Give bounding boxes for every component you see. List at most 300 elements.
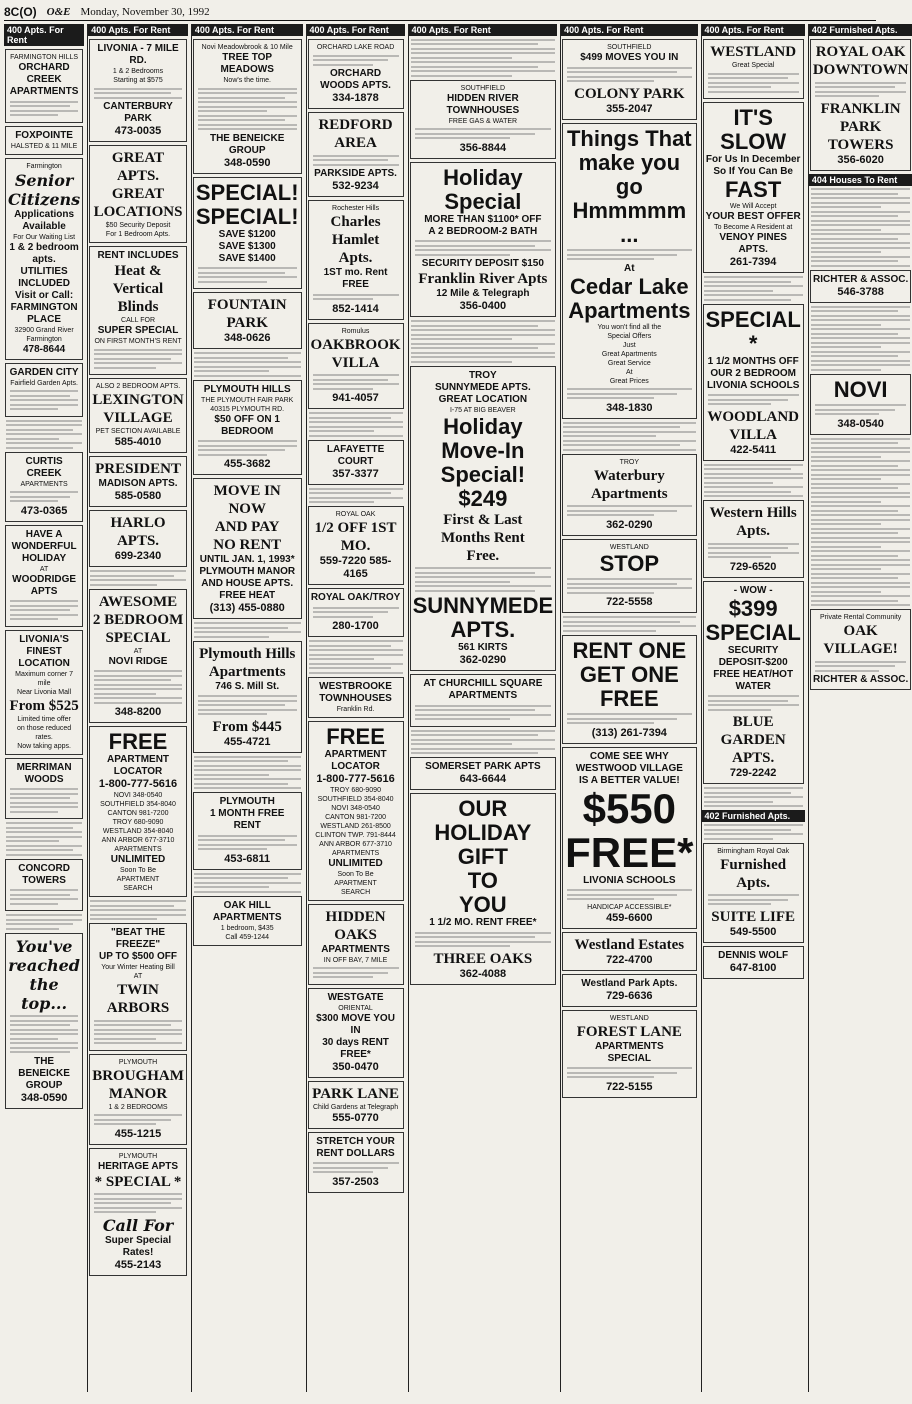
ad-line: AT — [133, 973, 143, 980]
ad-line: PARK LANE — [312, 1085, 399, 1102]
ad-line: $50 OFF ON 1 BEDROOM — [214, 413, 280, 437]
ad-line: 1 & 2 Bedrooms — [112, 68, 164, 75]
ad-westbrooke — [308, 677, 404, 718]
ad-line: SAVE $1200 — [218, 228, 276, 240]
ad-line: APARTMENTS — [321, 943, 390, 955]
ad-line: RENT ONE — [572, 637, 687, 663]
ad-phone: 1-800-777-5616 — [98, 778, 178, 790]
ad-phone: 585-4010 — [114, 436, 162, 448]
ad-line: HARLO APTS. — [110, 515, 166, 549]
ad-line: SEARCH — [340, 888, 371, 896]
ad-line: FREE — [326, 723, 385, 749]
ad-line: Waterbury — [593, 467, 665, 484]
ad-royal-oak-downtown — [810, 39, 912, 171]
ad-farmington-place — [5, 158, 83, 360]
classified-columns — [4, 24, 909, 1392]
ad-phone: 455-1215 — [114, 1127, 162, 1140]
ad-phone: 585-0580 — [114, 490, 162, 502]
ad-line: OAKBROOK VILLA — [310, 336, 401, 371]
ad-line: A 2 BEDROOM-2 BATH — [428, 225, 538, 237]
ad-line: HANDICAP ACCESSIBLE* — [587, 903, 672, 911]
ad-sunnymede-special — [410, 366, 557, 672]
ad-line: FREE HEAT — [219, 590, 276, 601]
ad-line: 1 1/2 MONTHS OFF — [707, 355, 799, 367]
ad-line: SOMERSET PARK APTS — [425, 761, 541, 772]
ad-phone: 455-2143 — [114, 1258, 162, 1271]
ad-line: Apartments — [568, 297, 691, 323]
ad-line: OUR — [458, 796, 508, 821]
ad-line: FOXPOINTE — [15, 129, 73, 141]
ad-phone: 362-4088 — [459, 967, 507, 980]
ad-line: APARTMENT — [116, 876, 160, 883]
ad-line: From $445 — [212, 718, 282, 735]
ad-plymouth-special — [193, 792, 302, 870]
ad-phone: 455-4721 — [223, 735, 271, 748]
ad-park-lane — [308, 1081, 404, 1129]
ad-line: HIDDEN RIVER — [447, 92, 519, 104]
ad-line: Maximum corner 7 mile — [15, 670, 74, 687]
ad-line: FOREST LANE — [576, 1023, 682, 1040]
ad-line: REDFORD AREA — [318, 117, 393, 151]
ad-things — [562, 123, 696, 419]
ad-line: Months Rent — [440, 529, 525, 546]
ad-line: Western Hills Apts. — [709, 505, 797, 539]
ad-westland — [703, 39, 804, 99]
ad-line: HALSTED & 11 MILE — [10, 142, 78, 150]
ad-westwood-village — [562, 747, 696, 929]
ad-line: Furnished Apts. — [720, 856, 787, 891]
ad-line: WONDERFUL HOLIDAY — [11, 540, 77, 564]
ad-phone: 348-0626 — [223, 332, 271, 344]
ad-phone: (313) 455-0880 — [209, 602, 285, 614]
ad-line: FREE — [599, 685, 659, 711]
ad-stretch — [308, 1132, 404, 1193]
ad-line: APTS. — [450, 617, 516, 642]
column-7 — [701, 24, 805, 1392]
masthead — [4, 4, 876, 21]
ad-line: Apts. — [338, 250, 373, 266]
ad-line: APARTMENTS — [114, 846, 162, 853]
ad-line: STOP — [599, 550, 660, 576]
ad-line: Rochester Hills — [332, 205, 380, 212]
ad-fountain-park — [193, 292, 302, 349]
ad-line: 1ST mo. Rent FREE — [323, 267, 388, 290]
ad-line: IN OFF BAY, 7 MILE — [323, 956, 388, 964]
ad-line: FRANKLIN — [820, 100, 901, 117]
ad-line: PLYMOUTH — [219, 796, 275, 807]
ad-line: AND PAY — [214, 519, 280, 535]
ad-line: FREE* — [565, 828, 694, 876]
ad-awesome — [89, 589, 187, 724]
ad-phone: 453-6811 — [224, 852, 271, 865]
ad-oak-village — [810, 609, 912, 690]
ad-phone: 722-4700 — [606, 953, 653, 966]
ad-line: MANOR — [108, 1085, 168, 1102]
ad-line: ROYAL OAK/TROY — [310, 592, 401, 603]
ad-line: LOCATION — [18, 657, 70, 669]
column-6 — [560, 24, 697, 1392]
ad-line: CANTON 981-7200 — [107, 810, 169, 817]
column-2 — [87, 24, 188, 1392]
ad-line: WESTBROOKE — [319, 680, 392, 692]
ad-line: $300 MOVE YOU IN — [316, 1012, 395, 1036]
ad-phone: 473-0365 — [20, 504, 68, 517]
ad-lafayette — [308, 440, 404, 485]
ad-line: TROY 680-9090 — [330, 786, 381, 794]
ad-phone: 722-5155 — [606, 1080, 653, 1093]
ad-oak-hill — [193, 896, 302, 946]
ad-phone: 473-0035 — [114, 125, 162, 137]
ad-phone: 356-8844 — [459, 141, 507, 154]
ad-phone: 455-3682 — [223, 458, 271, 470]
ad-phone: 350-0470 — [332, 1060, 379, 1073]
ad-line: PLYMOUTH MANOR — [199, 566, 296, 577]
ad-line: ORCHARD CREEK — [18, 62, 70, 85]
ad-forest-lane — [562, 1010, 696, 1098]
ad-phone: (313) 261-7394 — [591, 726, 667, 739]
ad-line: Special Offers — [607, 332, 652, 340]
ad-charles-hamlet — [308, 200, 404, 320]
ad-line: Now's the time. — [223, 77, 272, 84]
ad-line: VENOY PINES APTS. — [719, 232, 787, 255]
ad-line: SUNNYMEDE — [412, 593, 554, 618]
ad-phone: 348-0590 — [223, 156, 271, 169]
ad-line: LOCATOR — [331, 760, 380, 772]
ad-line: YOUR BEST OFFER — [705, 211, 801, 222]
ad-churchill — [410, 674, 557, 727]
ad-phone: 722-5558 — [606, 596, 653, 608]
ad-brougham — [89, 1054, 187, 1145]
ad-line: IS A BETTER VALUE! — [578, 774, 680, 786]
ad-line: 561 KIRTS — [458, 642, 508, 653]
ad-line: We Will Accept — [729, 203, 777, 210]
ad-plymouth-hills-2 — [193, 641, 302, 753]
ad-line: Visit or Call: — [15, 289, 74, 301]
ad-line: APARTMENTS — [594, 1040, 664, 1052]
ad-line: MORE THAN $1100* OFF — [424, 213, 542, 225]
ad-line: So If You Can Be — [713, 166, 793, 177]
ad-line: WESTLAND — [609, 1014, 649, 1022]
ad-phone: 348-0590 — [20, 1091, 68, 1104]
ad-colony-park — [562, 39, 696, 120]
ad-westland-estates — [562, 932, 696, 971]
ad-curtis-creek — [5, 452, 83, 522]
ad-wow — [703, 581, 804, 785]
ad-line: AND HOUSE APTS. — [201, 578, 294, 589]
ad-line: MERRIMAN WOODS — [16, 761, 72, 785]
ad-move-in — [193, 478, 302, 619]
ad-rent-one — [562, 635, 696, 744]
ad-line: AWESOME — [98, 593, 178, 610]
ad-line: Just — [622, 341, 636, 349]
ad-line: WESTLAND 354-8040 — [102, 828, 174, 835]
ad-line: PLYMOUTH HILLS — [203, 383, 291, 395]
ad-line: 1 1/2 MO. RENT FREE* — [429, 917, 537, 928]
ad-garden-city — [5, 363, 83, 417]
category-header: 402 Furnished Apts. — [809, 24, 912, 36]
ad-oakbrook — [308, 323, 404, 410]
ad-phone: 647-8100 — [729, 961, 777, 974]
ad-line: TROY 680-9090 — [112, 819, 164, 826]
ad-line: APARTMENT — [107, 754, 170, 765]
ad-phone: 549-5500 — [729, 925, 777, 938]
ad-line: Franklin Rd. — [336, 705, 375, 713]
category-header: 400 Apts. For Rent — [4, 24, 84, 46]
ad-line: - WOW - — [733, 584, 773, 596]
ad-line: SUITE LIFE — [711, 908, 796, 925]
ad-phone: 348-8200 — [114, 706, 162, 718]
ad-line: NOVI 348-0540 — [331, 804, 380, 812]
ad-line: Apartments — [590, 485, 668, 502]
category-header: 402 Furnished Apts. — [702, 810, 805, 822]
ad-line: Super Special Rates! — [104, 1234, 172, 1258]
ad-line: MOVE IN NOW — [213, 483, 281, 517]
ad-line: WESTLAND — [710, 44, 797, 60]
ad-line: Now taking apps. — [17, 742, 71, 750]
ad-its-slow — [703, 102, 804, 273]
ad-phone: 729-6520 — [729, 560, 777, 573]
ad-line: I-75 AT BIG BEAVER — [449, 406, 516, 414]
ad-phone: 941-4057 — [332, 392, 379, 404]
ad-line: Child Gardens at Telegraph — [313, 1103, 399, 1111]
ad-woodland-villa — [703, 304, 804, 461]
ad-line: Holiday — [443, 413, 523, 439]
ad-line: Westland Park Apts. — [581, 977, 678, 989]
ad-line: Apartments — [208, 663, 286, 680]
ad-line: FARMINGTON HILLS — [10, 54, 79, 61]
ad-phone: 356-6020 — [837, 153, 884, 166]
ad-line: LIVONIA - 7 MILE RD. — [97, 43, 179, 66]
ad-line: FOUNTAIN PARK — [207, 297, 287, 331]
ad-phone: 422-5411 — [730, 443, 777, 456]
ad-line: Soon To Be — [337, 870, 374, 878]
ad-line: THE BENEICKE GROUP — [18, 1055, 70, 1091]
ad-line: LAFAYETTE COURT — [326, 443, 385, 467]
ad-top — [5, 933, 83, 1109]
ad-heritage — [89, 1148, 187, 1276]
ad-line: COLONY PARK — [574, 85, 685, 102]
ad-line: WOODRIDGE APTS — [12, 573, 77, 597]
ad-phone: 356-0400 — [459, 300, 507, 312]
ad-livonia-finest — [5, 630, 83, 755]
ad-line: GIFT — [457, 844, 508, 869]
ad-line: 12 Mile & Telegraph — [436, 288, 530, 299]
ad-line: Charles Hamlet — [330, 214, 381, 248]
ad-line: WOODLAND VILLA — [707, 408, 799, 443]
ad-line: AT — [39, 565, 49, 573]
ad-line: APARTMENT — [324, 748, 387, 760]
ad-line: $550 — [582, 784, 677, 832]
ad-line: At — [626, 368, 633, 376]
ad-line: FREE GAS & WATER — [448, 117, 518, 125]
ad-phone: 729-2242 — [729, 767, 777, 779]
ad-line: CALL FOR — [121, 317, 156, 324]
ad-plymouth-hills — [193, 380, 302, 476]
ad-line: SPECIAL! — [195, 203, 299, 229]
ad-orchard-creek — [5, 49, 83, 123]
ad-line: TOWERS — [827, 136, 894, 153]
ad-line: OUR 2 BEDROOM — [710, 367, 796, 379]
ad-line: COME SEE WHY — [589, 750, 669, 762]
ad-line: CANTON 981-7200 — [325, 813, 387, 821]
ad-richter — [810, 270, 912, 303]
ad-line: RENT DOLLARS — [316, 1147, 395, 1159]
ad-phone: 348-1830 — [606, 401, 653, 414]
ad-line: FINEST — [26, 645, 62, 657]
ad-line: Farmington — [26, 335, 62, 343]
ad-western-hills — [703, 500, 804, 578]
ad-line: UP TO $500 OFF — [99, 951, 178, 962]
ad-line: the top... — [21, 974, 68, 1013]
ad-line: For Our Waiting List — [13, 233, 76, 241]
ad-line: HAVE A — [25, 528, 63, 540]
ad-harlo — [89, 510, 187, 567]
ad-line: WESTLAND — [609, 543, 649, 551]
ad-line: Near Livonia Mall — [17, 688, 72, 696]
ad-line: First & Last — [443, 511, 523, 528]
ad-line: Fairfield Garden Apts. — [10, 379, 78, 387]
ad-line: SPECIAL! — [195, 179, 299, 205]
ad-line: GREAT LOCATION — [438, 393, 528, 405]
ad-line: TOWNHOUSES — [446, 104, 520, 116]
ad-phone: 280-1700 — [332, 620, 379, 632]
ad-line: ANN ARBOR 677-3710 — [319, 840, 392, 848]
ad-canterbury — [89, 39, 187, 142]
ad-line: 746 S. Mill St. — [215, 680, 280, 692]
ad-line: 30 days RENT FREE* — [322, 1036, 389, 1060]
ad-line: ROYAL OAK — [815, 44, 906, 60]
ad-line: on those reduced rates. — [17, 724, 72, 741]
ad-line: ALSO 2 BEDROOM APTS. — [95, 383, 181, 390]
ad-line: ON FIRST MONTH'S RENT — [94, 338, 182, 345]
ad-line: FREE — [108, 729, 168, 754]
ad-line: Starting at $575 — [113, 77, 163, 84]
ad-line: APARTMENTS — [448, 690, 518, 701]
ad-line: STRETCH YOUR — [316, 1135, 395, 1147]
ad-phone: 729-6636 — [606, 989, 653, 1002]
ad-line: GREAT APTS. — [111, 150, 165, 184]
ad-phone: 459-6600 — [606, 911, 653, 924]
ad-line: SECURITY DEPOSIT $150 — [421, 258, 544, 269]
ad-line: "BEAT THE FREEZE" — [111, 927, 166, 950]
ad-line: TROY — [468, 369, 497, 381]
newspaper-page — [4, 4, 909, 1396]
ad-line: 1/2 OFF 1ST MO. — [314, 520, 397, 554]
ad-redford — [308, 112, 404, 197]
ad-line: Heat & — [114, 263, 162, 279]
ad-line: APARTMENTS — [9, 86, 79, 97]
ad-westgate — [308, 988, 404, 1078]
ad-line: VILLAGE — [103, 410, 173, 426]
ad-line: Private Rental Community — [819, 614, 902, 621]
ad-hidden-oaks — [308, 904, 404, 985]
ad-novi — [810, 374, 912, 435]
ad-line: Hmmmmm ... — [572, 197, 687, 247]
ad-line: HERITAGE APTS — [98, 1160, 179, 1172]
ad-line: GARDEN CITY — [9, 366, 79, 378]
ad-line: NOVI — [833, 376, 888, 402]
ad-line: APARTMENTS — [331, 849, 380, 857]
ad-line: Holiday — [443, 164, 523, 190]
ad-phone: 261-7394 — [729, 256, 777, 268]
ad-line: BLUE GARDEN APTS. — [720, 714, 786, 766]
ad-line: DOWNTOWN — [812, 62, 909, 78]
ad-line: GET ONE — [579, 661, 679, 687]
ad-line: To Become A Resident at — [714, 224, 793, 231]
ad-line: 40315 PLYMOUTH RD. — [210, 405, 285, 413]
ad-line: WESTGATE — [327, 991, 384, 1003]
ad-line: BROUGHAM — [92, 1067, 184, 1084]
ad-line: * SPECIAL * — [94, 1173, 182, 1190]
ad-line: UNLIMITED — [110, 854, 166, 865]
ad-phone: 559-7220 585-4165 — [319, 555, 392, 580]
ad-line: LIVONIA SCHOOLS — [706, 379, 800, 391]
ad-line: Farmington — [26, 162, 62, 170]
ad-line: Applications — [14, 208, 75, 220]
issue-date: Monday, November 30, 1992 — [80, 6, 210, 18]
ad-line: MADISON APTS. — [98, 478, 178, 489]
ad-phone: 852-1414 — [332, 302, 379, 315]
ad-line: NO RENT — [213, 537, 282, 553]
ad-line: AT — [133, 647, 143, 655]
ad-line: HOLIDAY — [434, 820, 532, 845]
column-1 — [4, 24, 84, 1392]
ad-phone: 355-2047 — [606, 102, 653, 115]
ad-line: SEARCH — [123, 885, 153, 892]
ad-phone: 643-6644 — [459, 773, 507, 785]
ad-president — [89, 456, 187, 507]
ad-phone: 362-0290 — [459, 654, 507, 666]
ad-line: Plymouth Hills — [199, 645, 296, 662]
ad-line: PET SECTION AVAILABLE — [95, 428, 181, 435]
ad-line: SOUTHFIELD 354-8040 — [317, 795, 394, 803]
ad-line: PLACE — [27, 313, 62, 325]
ad-line: LOCATOR — [113, 766, 163, 777]
category-header: 400 Apts. For Rent — [88, 24, 188, 36]
ad-line: make you go — [578, 149, 681, 199]
ad-line: Great Special — [731, 62, 775, 69]
ad-line: APARTMENT — [334, 879, 377, 887]
ad-woodridge — [5, 525, 83, 627]
ad-line: Limited time offer — [17, 715, 71, 723]
ad-line: 32900 Grand River — [14, 326, 74, 334]
ad-line: WESTLAND 261-8500 — [320, 822, 391, 830]
paper-name: O&E — [46, 6, 71, 18]
ad-line: Your Winter Heating Bill — [101, 964, 175, 971]
ad-line: 1 MONTH FREE RENT — [209, 808, 285, 831]
ad-line: PARKSIDE APTS. — [314, 168, 397, 179]
ad-line: PRESIDENT — [95, 461, 181, 477]
ad-line: LIVONIA SCHOOLS — [583, 874, 676, 886]
ad-line: FAST — [725, 177, 782, 202]
column-5 — [408, 24, 558, 1392]
category-header: 400 Apts. For Rent — [307, 24, 405, 36]
ad-line: ROYAL OAK — [335, 511, 376, 518]
ad-line: TWIN ARBORS — [106, 982, 170, 1016]
ad-dennis-wolf — [703, 946, 804, 979]
ad-line: You won't find all the — [597, 323, 662, 331]
ad-rent-includes — [89, 246, 187, 375]
ad-line: CANTERBURY PARK — [103, 101, 173, 124]
ad-line: Senior Citizens — [8, 170, 81, 209]
ad-merriman — [5, 758, 83, 820]
ad-phone: 357-2503 — [332, 1175, 379, 1188]
section-label: 8C(O) — [4, 5, 37, 19]
ad-line: Things That — [566, 125, 692, 151]
ad-westland-stop — [562, 539, 696, 614]
ad-line: LIVONIA'S — [19, 633, 69, 645]
ad-line: SUNNYMEDE APTS. — [434, 381, 531, 393]
